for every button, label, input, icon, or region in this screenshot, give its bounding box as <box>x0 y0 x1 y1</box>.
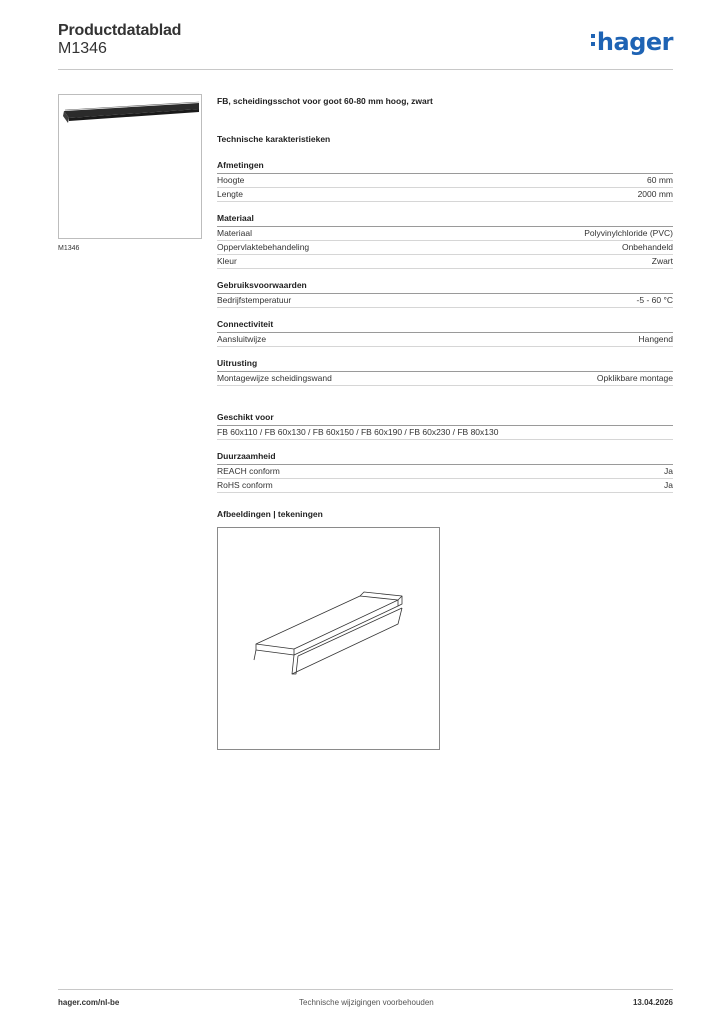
group-connectiviteit <box>217 319 673 347</box>
group-uitrusting <box>217 358 673 386</box>
group-title: Duurzaamheid <box>217 451 673 465</box>
footer-website-link[interactable]: hager.com/nl-be <box>58 998 120 1007</box>
divider-line-drawing <box>218 528 439 749</box>
spec-row: Aansluitwijze Hangend <box>217 333 673 347</box>
footer-disclaimer: Technische wijzigingen voorbehouden <box>299 998 434 1007</box>
drawings-heading: Afbeeldingen | tekeningen <box>217 509 323 519</box>
footer-date: 13.04.2026 <box>632 998 673 1007</box>
group-geschikt-voor <box>217 412 673 440</box>
hager-logo: hager <box>591 28 673 56</box>
group-title: Connectiviteit <box>217 319 673 333</box>
main-content <box>217 96 673 750</box>
page-footer <box>58 989 673 1013</box>
group-materiaal <box>217 213 673 269</box>
spec-row: RoHS conform Ja <box>217 479 673 493</box>
technical-drawing <box>217 527 440 750</box>
spec-row: Hoogte 60 mm <box>217 174 673 188</box>
spec-row: FB 60x110 / FB 60x130 / FB 60x150 / FB 60x190 / FB 60x230 / FB 80x130 <box>217 426 673 440</box>
spec-row: Oppervlaktebehandeling Onbehandeld <box>217 241 673 255</box>
group-title: Afmetingen <box>217 160 673 174</box>
group-gebruiksvoorwaarden <box>217 280 673 308</box>
product-description: FB, scheidingsschot voor goot 60-80 mm hoog, zwart <box>217 96 433 106</box>
spec-row: Kleur Zwart <box>217 255 673 269</box>
group-afmetingen <box>217 160 673 202</box>
document-title: Productdatablad <box>58 22 182 39</box>
group-title: Gebruiksvoorwaarden <box>217 280 673 294</box>
spec-row: Materiaal Polyvinylchloride (PVC) <box>217 227 673 241</box>
spec-row: Bedrijfstemperatuur -5 - 60 °C <box>217 294 673 308</box>
product-photo <box>58 94 202 239</box>
tech-heading: Technische karakteristieken <box>217 134 331 144</box>
page-header <box>58 22 673 70</box>
spec-row: Lengte 2000 mm <box>217 188 673 202</box>
product-code: M1346 <box>58 40 107 57</box>
spec-row: Montagewijze scheidingswand Opklikbare montage <box>217 372 673 386</box>
spec-row: REACH conform Ja <box>217 465 673 479</box>
group-duurzaamheid <box>217 451 673 493</box>
group-title: Geschikt voor <box>217 412 673 426</box>
logo-colon-icon <box>591 34 596 48</box>
divider-profile-icon <box>59 95 201 238</box>
image-caption: M1346 <box>58 245 80 252</box>
group-title: Uitrusting <box>217 358 673 372</box>
group-title: Materiaal <box>217 213 673 227</box>
